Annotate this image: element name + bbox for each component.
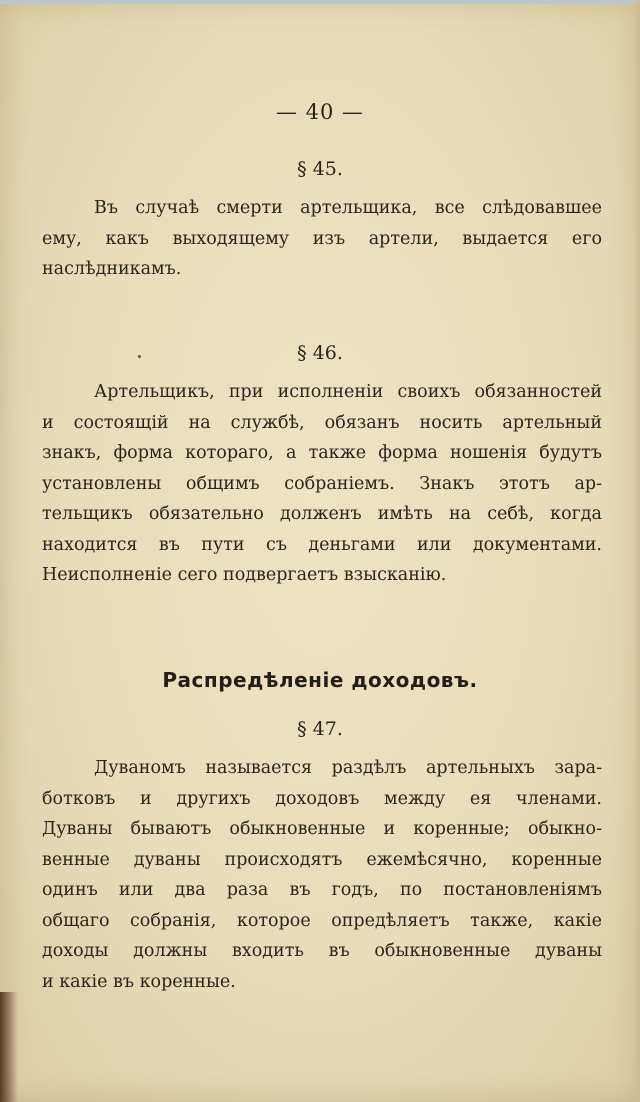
text-line: и какіе въ коренные. bbox=[42, 971, 236, 992]
text-line: знакъ, форма котораго, а также форма ношенія будутъ bbox=[42, 443, 602, 463]
text-line: наслѣдникамъ. bbox=[42, 259, 182, 279]
text-line: находится въ пути съ деньгами или документами. bbox=[42, 534, 602, 555]
text-line: общаго собранія, которое опредѣляетъ также, какіе bbox=[42, 910, 602, 931]
section-heading: Распредѣленіе доходовъ. bbox=[162, 668, 478, 692]
section-46-text bbox=[42, 377, 602, 591]
section-45-text bbox=[42, 193, 602, 285]
section-47-sign: § 47. bbox=[297, 718, 343, 740]
text-line: Въ случаѣ смерти артельщика, все слѣдовавшее bbox=[94, 198, 602, 218]
section-46-sign: § 46. bbox=[297, 342, 343, 364]
text-line: установлены общимъ собраніемъ. Знакъ этотъ ар- bbox=[42, 473, 602, 494]
page-number: — 40 — bbox=[275, 100, 365, 124]
text-line: ему, какъ выходящему изъ артели, выдается его bbox=[42, 228, 602, 249]
text-line: тельщикъ обязательно долженъ имѣть на себѣ, когда bbox=[42, 504, 602, 524]
text-line: и состоящій на службѣ, обязанъ носить артельный bbox=[42, 412, 602, 433]
text-line: Неисполненіе сего подвергаетъ взысканію. bbox=[42, 565, 447, 585]
section-47-text bbox=[42, 753, 602, 997]
text-line: Артельщикъ, при исполненіи своихъ обязанностей bbox=[94, 382, 602, 402]
text-line: венные дуваны происходятъ ежемѣсячно, коренные bbox=[42, 849, 602, 870]
text-line: Дуваны бываютъ обыкновенные и коренные; обыкно- bbox=[42, 819, 602, 839]
text-line: Дуваномъ называется раздѣлъ артельныхъ зара- bbox=[94, 758, 602, 778]
text-line: одинъ или два раза въ годъ, по постановленіямъ bbox=[42, 880, 602, 900]
section-45-sign: § 45. bbox=[297, 158, 343, 180]
text-line: ботковъ и другихъ доходовъ между ея членами. bbox=[42, 788, 602, 809]
text-line: доходы должны входить въ обыкновенные дуваны bbox=[42, 941, 602, 961]
